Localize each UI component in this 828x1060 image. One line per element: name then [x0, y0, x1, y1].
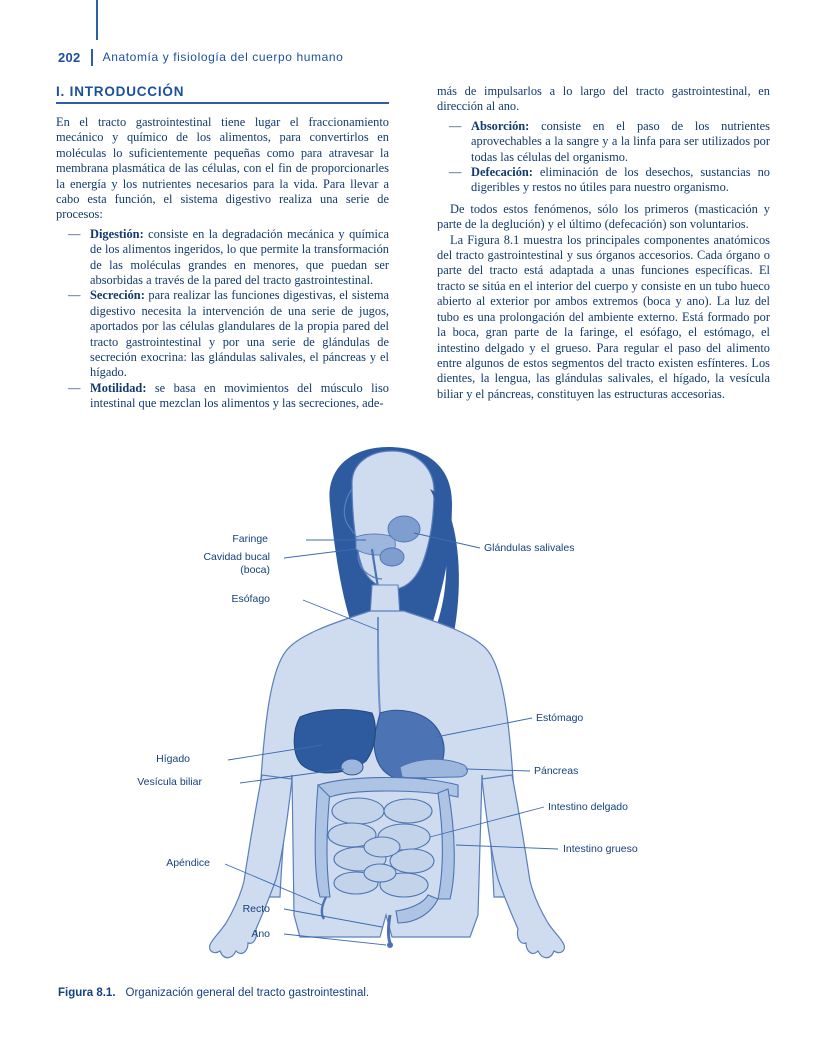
list-dash: — [449, 165, 462, 180]
list-item-text: se basa en movimientos del músculo liso intestinal que mezclan los alimentos y las secreciones, ade- [90, 380, 389, 411]
label-glandulas-salivales: Glándulas salivales [484, 542, 575, 554]
label-apendice: Apéndice [166, 857, 210, 869]
parotid-gland [388, 516, 420, 542]
list-item-term: Absorción: [471, 118, 530, 133]
list-item-text: eliminación de los desechos, sustancias no digeribles y restos no útiles para nuestro organismo. [471, 165, 770, 195]
label-cavidad-bucal-boca: (boca) [240, 564, 270, 576]
list-dash: — [68, 226, 81, 241]
list-item-term: Secreción: [90, 288, 145, 303]
label-recto: Recto [242, 903, 270, 915]
figure-illustration [0, 445, 828, 1005]
label-vesicula-biliar: Vesícula biliar [137, 776, 202, 788]
list-dash: — [68, 288, 81, 303]
list-item-term: Motilidad: [90, 380, 147, 395]
gallbladder-shape [341, 759, 363, 775]
list-item-term: Defecación: [471, 165, 533, 180]
list-dash: — [449, 118, 462, 133]
page-header [58, 46, 758, 68]
label-faringe: Faringe [232, 533, 268, 545]
anus-shape [387, 942, 393, 948]
summary-paragraph: De todos estos fenómenos, sólo los primeros (masticación y parte de la deglución) y el último (defecación) son voluntarios. [437, 201, 770, 232]
list-item-text: para realizar las funciones digestivas, el sistema digestivo necesita la intervención de una serie de jugos, aportados por las células glandulares de la propia pared del tracto gastrointestinal y por una serie de glándulas de secreción exocrina: las glándulas salivales, el páncreas y el hígado. [90, 288, 389, 380]
list-item [56, 288, 389, 380]
book-title: Anatomía y fisiología del cuerpo humano [102, 50, 344, 64]
list-item-text: consiste en la degradación mecánica y química de los alimentos ingeridos, lo que permite la transformación de las moléculas grandes en menores, que puedan ser absorbidas a través de la pared del tracto gastrointestinal. [90, 226, 389, 287]
label-intestino-delgado: Intestino delgado [548, 801, 628, 813]
label-ano: Ano [251, 928, 270, 940]
intro-paragraph: En el tracto gastrointestinal tiene lugar el fraccionamiento mecánico y químico de los alimentos, para convertirlos en moléculas lo suficientemente pequeñas como para atravesar la membrana plasmática de las células, con el fin de proporcionarles la energía y los nutrientes necesarios para la vida. Para llevar a cabo esta función, el sistema digestivo realiza una serie de procesos: [56, 114, 389, 222]
list-item [56, 227, 389, 289]
submandibular-gland [380, 548, 404, 566]
rectum-shape [389, 915, 391, 943]
label-intestino-grueso: Intestino grueso [563, 843, 638, 855]
list-item [437, 119, 770, 165]
label-estomago: Estómago [536, 712, 584, 724]
header-divider [91, 49, 93, 66]
list-item [437, 165, 770, 196]
figure-caption [58, 987, 369, 999]
right-column [437, 84, 770, 402]
figure-caption-label: Figura 8.1. [58, 987, 116, 999]
human-figure [210, 447, 565, 958]
list-item-text: consiste en el paso de los nutrientes aprovechables a la sangre y a la linfa para ser utilizados por todas las células del organismo. [471, 118, 770, 164]
figure-caption-text: Organización general del tracto gastrointestinal. [125, 987, 370, 999]
section-title: I. INTRODUCCIÓN [56, 84, 185, 99]
left-column [56, 84, 389, 412]
process-list-right [437, 119, 770, 196]
list-item [56, 381, 389, 412]
list-item-term: Digestión: [90, 226, 144, 241]
label-higado: Hígado [156, 753, 190, 765]
label-cavidad-bucal: Cavidad bucal [203, 551, 270, 563]
figure-description-paragraph: La Figura 8.1 muestra los principales componentes anatómicos del tracto gastrointestinal y sus órganos accesorios. Cada órgano o parte del tracto está adaptada a unas funciones específicas. El tracto se sitúa en el interior del cuerpo y consiste en un tubo hueco abierto al exterior por ambos extremos (boca y ano). La luz del tubo es una prolongación del ambiente externo. Está formado por la boca, gran parte de la faringe, el esófago, el estómago, el intestino delgado y el grueso. Para regular el paso del alimento entre algunos de estos segmentos del tracto existen esfínteres. Los dientes, la lengua, las glándulas salivales, el hígado, la vesícula biliar y el páncreas, constituyen las estructuras accesorias. [437, 232, 770, 401]
page-top-rule [96, 0, 98, 40]
section-title-rule [56, 102, 389, 104]
continuation-paragraph: más de impulsarlos a lo largo del tracto gastrointestinal, en dirección al ano. [437, 84, 770, 114]
process-list-left [56, 227, 389, 412]
label-pancreas: Páncreas [534, 765, 579, 777]
label-esofago: Esófago [231, 593, 270, 605]
anatomy-diagram-svg [0, 445, 828, 1005]
list-dash: — [68, 380, 81, 395]
liver-shape [294, 710, 375, 773]
page-number: 202 [58, 49, 81, 65]
